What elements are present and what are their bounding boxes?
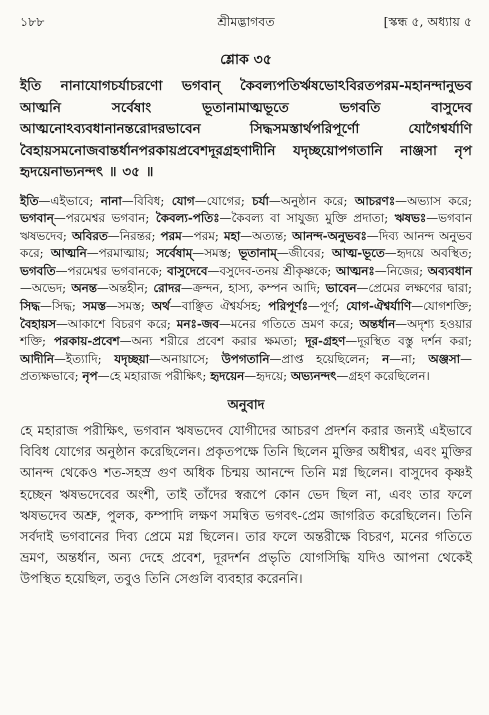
word-meaning: প্রত্যক্ষভাবে (20, 369, 75, 384)
word-meaning: পরমেশ্বর ভগবানকে (67, 263, 159, 278)
word-term: ভাবেন (325, 281, 357, 296)
word-meaning: দূরস্থিত বস্তু দর্শন করা (357, 334, 468, 349)
word-term: মনঃ-জব (176, 316, 220, 331)
word-meaning: পরমেশ্বর ভগবান (65, 211, 146, 226)
word-term: আত্ম-ভূতে (331, 246, 385, 261)
word-term: সর্বেষাম্ (156, 246, 193, 261)
word-term: আত্মনি (50, 246, 87, 261)
word-meaning: অনায়াসে (160, 351, 205, 366)
word-meaning: হৃদয়ে অবস্থিত (396, 246, 468, 261)
page-header (20, 12, 472, 34)
word-term: ভূতানাম্ (238, 246, 277, 261)
word-meaning: জীবের (288, 246, 321, 261)
word-meaning: ভগবান ঋষভদেব (20, 211, 472, 243)
translation-title: অনুবাদ (227, 398, 265, 414)
word-meaning: অন্য শরীরে প্রবেশ করার ক্ষমতা (131, 334, 294, 349)
word-meaning: না (401, 351, 412, 366)
word-meaning: ইত্যাদি (65, 351, 98, 366)
word-term: অন্তর্ধান (359, 316, 396, 331)
word-term: ঋষভঃ (394, 211, 427, 226)
word-term: অনন্ত (71, 281, 97, 296)
word-meaning: প্রাপ্ত হয়েছিলেন (281, 351, 366, 366)
page-number: ১৮৮ (20, 14, 45, 29)
word-term: ইতি (20, 193, 39, 208)
word-term: পরকায়-প্রবেশ (53, 334, 120, 349)
book-page (20, 12, 472, 591)
word-term: পরম (160, 228, 182, 243)
word-meaning: অত্যন্ত (252, 228, 284, 243)
word-term: যোগ (171, 193, 195, 208)
word-term: আদীনি (20, 351, 55, 366)
word-meaning: সমস্ত (204, 246, 228, 261)
word-meaning: হে মহারাজ পরীক্ষিৎ (109, 369, 203, 384)
word-meaning: নিজের (386, 263, 420, 278)
word-meaning: কৈবল্য বা সাযুজ্য মুক্তি প্রদাতা (231, 211, 385, 226)
word-meaning: অদৃশ্য হওয়ার শক্তি (20, 316, 472, 349)
word-meaning: আকাশে বিচরণ করে (67, 316, 167, 331)
word-meaning: অভেদ (31, 281, 63, 296)
word-meaning: এইভাবে (50, 193, 90, 208)
word-term: আচরণঃ (354, 193, 396, 208)
word-meaning: হৃদয়ে (256, 369, 284, 384)
word-term: আত্মনঃ (335, 263, 375, 278)
word-meaning: নিরন্তর (119, 228, 152, 243)
word-term: চর্যা (252, 193, 269, 208)
word-term: কৈবল্য-পতিঃ (155, 211, 220, 226)
word-meaning: সমস্ত (117, 299, 141, 314)
word-term: দূর-গ্রহণ (305, 334, 346, 349)
word-term: যদৃচ্ছয়া (114, 351, 150, 366)
word-term: অর্থ (151, 299, 170, 314)
word-meaning: ক্রন্দন, হাস্য, কম্পন আদি (192, 281, 317, 296)
word-term: হৃদয়েন (210, 369, 245, 384)
word-meaning: অনুষ্ঠান করে (280, 193, 344, 208)
word-term: ভগবতি (20, 263, 56, 278)
word-term: রোদর (153, 281, 181, 296)
word-term: উপগতানি (221, 351, 270, 366)
word-term: মহা (223, 228, 241, 243)
translation-text: হে মহারাজ পরীক্ষিৎ, ভগবান ঋষভদেব যোগীদের আচরণ প্রদর্শন করার জন্যই এইভাবে বিবিধ যোগের অনুষ্ঠান করেছিলেন। প্রকৃতপক্ষে তিনি ছিলেন মুক্তির অধীশ্বর, এবং মুক্তির আনন্দ থেকেও শত-সহস্র গুণ অধিক চিন্ময় আনন্দে তিনি মগ্ন ছিলেন। বাসুদেব কৃষ্ণই হচ্ছেন ঋষভদেবের অংশী, তাই তাঁদের স্বরূপে কোন ভেদ ছিল না, এবং তার ফলে ঋষভদেব অশ্রু, পুলক, কম্পাদি লক্ষণ সমন্বিত ভগবৎ-প্রেম জাগরিত করেছিলেন। তিনি সর্বদাই ভগবানের দিব্য প্রেমে মগ্ন ছিলেন। তার ফলে অন্তরীক্ষে বিচরণ, মনের গতিতে ভ্রমণ, অন্তর্ধান, অন্য দেহে প্রবেশ, দূরদর্শন প্রভৃতি যোগসিদ্ধি যদিও আপনা থেকেই উপস্থিত হয়েছিল, তবুও তিনি সেগুলি ব্যবহার করেননি। (20, 424, 472, 588)
word-meaning: পূর্ণ (319, 299, 336, 314)
word-term: নানা (100, 193, 122, 208)
word-meaning: অভ্যাস করে (407, 193, 468, 208)
word-meaning: বিবিধ (133, 193, 161, 208)
word-meaning: বাঞ্ছিত ঐশ্বর্যসহ (181, 299, 258, 314)
word-term: অঞ্জসা (428, 351, 461, 366)
word-term: অভ্যনন্দৎ (290, 369, 337, 384)
word-term: বৈহায়স (20, 316, 56, 331)
word-meaning: দিব্য আনন্দ অনুভব করে (20, 228, 472, 261)
word-term: নৃপ (82, 369, 98, 384)
word-term: সিদ্ধ (20, 299, 40, 314)
word-term: বাসুদেবে (167, 263, 208, 278)
shloka-title: শ্লোক ৩৫ (220, 52, 272, 68)
word-meaning: সিদ্ধ (51, 299, 72, 314)
word-meaning: গ্রহণ করেছিলেন। (348, 369, 430, 384)
word-term: আনন্দ-অনুভবঃ (292, 228, 367, 243)
word-term: যোগ-ঐশ্বর্যাণি (346, 299, 412, 314)
word-term: সমস্ত (82, 299, 106, 314)
word-term: ন (382, 351, 390, 366)
word-meaning: যোগের (206, 193, 241, 208)
word-meaning: বসুদেব-তনয় শ্রীকৃষ্ণকে (219, 263, 328, 278)
word-meanings: ইতি—এইভাবে; নানা—বিবিধ; যোগ—যোগের; চর্যা—অনুষ্ঠান করে; আচরণঃ—অভ্যাস করে; ভগবান্—পরমেশ্বর ভগবান; কৈবল্য-পতিঃ—কৈবল্য বা সাযুজ্য মুক্তি প্রদাতা; ঋষভঃ—ভগবান ঋষভদেব; অবিরত—নিরন্তর; পরম—পরম; মহা—অত্যন্ত; আনন্দ-অনুভবঃ—দিব্য আনন্দ অনুভব করে; আত্মনি—পরমাত্মায়; সর্বেষাম্—সমস্ত; ভূতানাম্—জীবের; আত্ম-ভূতে—হৃদয়ে অবস্থিত; ভগবতি—পরমেশ্বর ভগবানকে; বাসুদেবে—বসুদেব-তনয় শ্রীকৃষ্ণকে; আত্মনঃ—নিজের; অব্যবধান—অভেদ; অনন্ত—অন্তহীন; রোদর—ক্রন্দন, হাস্য, কম্পন আদি; ভাবেন—প্রেমের লক্ষণের দ্বারা; সিদ্ধ—সিদ্ধ; সমস্ত—সমস্ত; অর্থ—বাঞ্ছিত ঐশ্বর্যসহ; পরিপূর্ণঃ—পূর্ণ; যোগ-ঐশ্বর্যাণি—যোগশক্তি; বৈহায়স—আকাশে বিচরণ করে; মনঃ-জব—মনের গতিতে ভ্রমণ করে; অন্তর্ধান—অদৃশ্য হওয়ার শক্তি; পরকায়-প্রবেশ—অন্য শরীরে প্রবেশ করার ক্ষমতা; দূর-গ্রহণ—দূরস্থিত বস্তু দর্শন করা; আদীনি—ইত্যাদি; যদৃচ্ছয়া—অনায়াসে; উপগতানি—প্রাপ্ত হয়েছিলেন; ন—না; অঞ্জসা—প্রত্যক্ষভাবে; নৃপ—হে মহারাজ পরীক্ষিৎ; হৃদয়েন—হৃদয়ে; অভ্যনন্দৎ—গ্রহণ করেছিলেন। (20, 193, 473, 384)
word-term: পরিপূর্ণঃ (268, 299, 308, 314)
word-meaning: মনের গতিতে ভ্রমণ করে (230, 316, 350, 331)
word-meaning: প্রেমের লক্ষণের দ্বারা (368, 281, 468, 296)
canto-chapter-label: [স্কন্ধ ৫, অধ্যায় ৫ (383, 14, 472, 29)
word-meaning: পরমাত্মায় (98, 246, 146, 261)
word-term: ভগবান্ (20, 211, 54, 226)
word-meaning: পরম (193, 228, 215, 243)
word-term: অব্যবধান (427, 263, 472, 278)
book-title: শ্রীমদ্ভাগবত (217, 14, 275, 29)
sanskrit-verse: ইতি নানাযোগচর্যাচরণো ভগবান্ কৈবল্যপতির্ঋষভোঽবিরতপরম-মহানন্দানুভব আত্মনি সর্বেষাং ভূতানামাত্মভূতে ভগবতি বাসুদেব আত্মনোঽব্যবধানানন্তরোদরভাবেন সিদ্ধসমস্তার্থপরিপূর্ণো যোগৈশ্বর্যাণি বৈহায়সমনোজবান্তর্ধানপরকায়প্রবেশদূরগ্রহণাদীনি যদৃচ্ছয়োপগতানি নাঞ্জসা নৃপ হৃদয়েনাভ্যনন্দৎ ॥ ৩৫ ॥ (20, 78, 472, 180)
word-meaning: অন্তহীন (108, 281, 145, 296)
word-meaning: যোগশক্তি (423, 299, 468, 314)
word-term: অবিরত (72, 228, 108, 243)
